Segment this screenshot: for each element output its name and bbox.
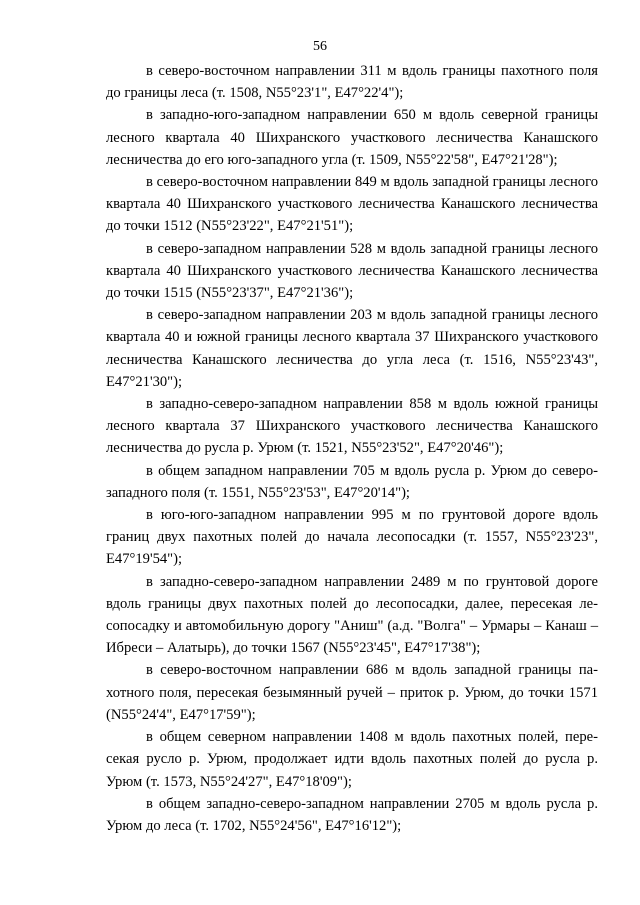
paragraph: в западно-северо-западном направлении 2489 м по грунтовой дороге вдоль границы двух пахотных полей до лесопосадки, далее, пересекая лесопосадку и автомобильную дорогу "Аниш" (а.д. "Волга" – Урмары – Канаш – Ибреси – Алатырь), до точки 1567 (N55°23'45", E47°17'38"); bbox=[106, 573, 598, 657]
document-body bbox=[106, 60, 598, 837]
paragraph: в северо-восточном направлении 311 м вдоль границы пахотного поля до границы леса (т. 1508, N55°23'1", E47°22'4"); bbox=[106, 63, 598, 102]
paragraph: в северо-западном направлении 203 м вдоль западной границы лесного квартала 40 и южной границы лесного квартала 37 Шихранского участкового лесничества Канашского лесничества до угла леса (т. 1516, N55°23'43", E47°21'30"); bbox=[106, 307, 598, 390]
paragraph: в западно-юго-западном направлении 650 м вдоль северной границы лесного квартала 40 Шихранского участкового лесничества Канашского лесничества до его юго-западного угла (т. 1509, N55°22'58", E47°21'28"); bbox=[106, 107, 598, 168]
page-number: 56 bbox=[313, 39, 327, 54]
paragraph: в северо-восточном направлении 686 м вдоль западной границы пахотного поля, пересекая безымянный ручей – приток р. Урюм, до точки 1571 (N55°24'4", E47°17'59"); bbox=[106, 662, 598, 723]
paragraph: в общем северном направлении 1408 м вдоль пахотных полей, пересекая русло р. Урюм, продолжает идти вдоль пахотных полей до русла р. Урюм (т. 1573, N55°24'27", E47°18'09"); bbox=[106, 729, 598, 790]
paragraph: в общем западно-северо-западном направлении 2705 м вдоль русла р. Урюм до леса (т. 1702, N55°24'56", E47°16'12"); bbox=[106, 795, 598, 834]
paragraph: в общем западном направлении 705 м вдоль русла р. Урюм до северо-западного поля (т. 1551, N55°23'53", E47°20'14"); bbox=[106, 462, 598, 501]
paragraph: в северо-восточном направлении 849 м вдоль западной границы лесного квартала 40 Шихранского участкового лесничества Канашского лесничества до точки 1512 (N55°23'22", E47°21'51"); bbox=[106, 174, 598, 235]
paragraph: в западно-северо-западном направлении 858 м вдоль южной границы лесного квартала 37 Шихранского участкового лесничества Канашского лесничества до русла р. Урюм (т. 1521, N55°23'52", E47°20'46"); bbox=[106, 396, 598, 457]
paragraph: в юго-юго-западном направлении 995 м по грунтовой дороге вдоль границ двух пахотных полей до начала лесопосадки (т. 1557, N55°23'23", E47°19'54"); bbox=[106, 507, 598, 568]
paragraph: в северо-западном направлении 528 м вдоль западной границы лесного квартала 40 Шихранского участкового лесничества Канашского лесничества до точки 1515 (N55°23'37", E47°21'36"); bbox=[106, 240, 598, 302]
